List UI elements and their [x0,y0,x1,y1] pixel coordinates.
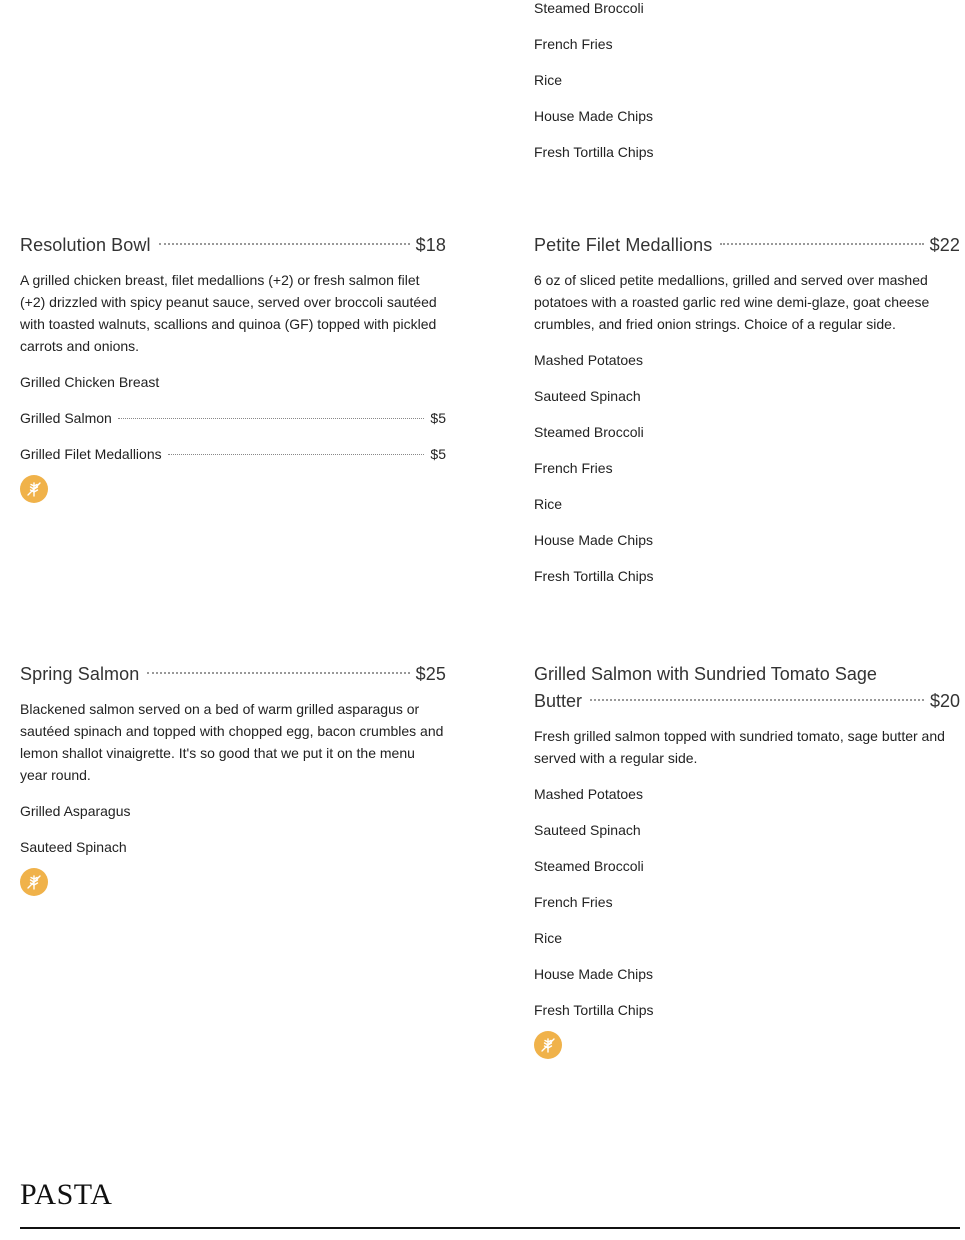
side-option[interactable]: House Made Chips [534,108,654,124]
item-name: Spring Salmon [20,664,140,684]
side-option[interactable]: Sauteed Spinach [534,388,641,404]
side-option[interactable]: Steamed Broccoli [534,0,644,16]
item-price: $20 [929,691,960,711]
item-price: $18 [415,235,446,255]
leader-dots [159,243,410,245]
option-list [20,374,446,463]
menu-item-grilled-salmon [534,661,960,1059]
item-name-line1: Grilled Salmon with Sundried Tomato Sage [534,664,877,684]
item-header [534,232,960,259]
option-grilled-chicken[interactable] [20,374,446,391]
menu-item-spring-salmon [20,661,446,896]
item-name-line2: Butter [534,691,583,711]
item-description: 6 oz of sliced petite medallions, grilled and served over mashed potatoes with a roasted garlic red wine demi-glaze, goat cheese crumbles, and fried onion strings. Choice of a regular side. [534,272,930,332]
side-list [534,352,960,585]
top-sides-fragment [534,0,960,180]
option-label: Grilled Chicken Breast [20,374,160,390]
side-option[interactable]: Fresh Tortilla Chips [534,1002,654,1018]
option-grilled-filet[interactable] [20,446,446,463]
side-option[interactable]: Sauteed Spinach [534,822,641,838]
item-name: Resolution Bowl [20,235,151,255]
side-option[interactable]: Rice [534,496,563,512]
section-title-pasta: PASTA [20,1178,113,1211]
option-grilled-salmon[interactable] [20,410,446,427]
leader-dots [168,454,425,455]
item-name: Petite Filet Medallions [534,235,713,255]
side-option[interactable]: French Fries [534,894,613,910]
option-label: Grilled Filet Medallions [20,446,162,462]
side-option[interactable]: Grilled Asparagus [20,803,131,819]
leader-dots [118,418,425,419]
item-header [20,232,446,259]
side-option[interactable]: House Made Chips [534,532,654,548]
sides-list [534,0,960,161]
option-price: $5 [430,446,446,462]
side-option[interactable]: Mashed Potatoes [534,786,643,802]
gluten-free-wheat-icon [20,475,48,503]
side-option[interactable]: Fresh Tortilla Chips [534,144,654,160]
item-header [20,661,446,688]
side-option[interactable]: Fresh Tortilla Chips [534,568,654,584]
side-list [20,803,446,856]
side-option[interactable]: Rice [534,72,563,88]
item-price: $22 [929,235,960,255]
item-description: Fresh grilled salmon topped with sundried tomato, sage butter and served with a regular side. [534,728,945,766]
side-option[interactable]: French Fries [534,460,613,476]
side-option[interactable]: Steamed Broccoli [534,424,644,440]
side-option[interactable]: House Made Chips [534,966,654,982]
menu-item-petite-filet [534,232,960,604]
section-divider [20,1227,960,1229]
item-description: Blackened salmon served on a bed of warm grilled asparagus or sautéed spinach and topped with chopped egg, bacon crumbles and lemon shallot vinaigrette. It's so good that we put it on the menu year round. [20,701,444,783]
side-option[interactable]: Mashed Potatoes [534,352,643,368]
leader-dots [590,699,924,701]
leader-dots [147,672,409,674]
gluten-free-wheat-icon [20,868,48,896]
item-description: A grilled chicken breast, filet medallions (+2) or fresh salmon filet (+2) drizzled with spicy peanut sauce, served over broccoli sautéed with toasted walnuts, scallions and quinoa (GF) topped with pickled carrots and onions. [20,272,437,354]
side-list [534,786,960,1019]
option-price: $5 [430,410,446,426]
side-option[interactable]: Rice [534,930,563,946]
item-price: $25 [415,664,446,684]
gluten-free-wheat-icon [534,1031,562,1059]
side-option[interactable]: Sauteed Spinach [20,839,127,855]
leader-dots [720,243,923,245]
side-option[interactable]: Steamed Broccoli [534,858,644,874]
side-option[interactable]: French Fries [534,36,613,52]
option-label: Grilled Salmon [20,410,112,426]
item-header [534,661,960,715]
menu-item-resolution-bowl [20,232,446,503]
